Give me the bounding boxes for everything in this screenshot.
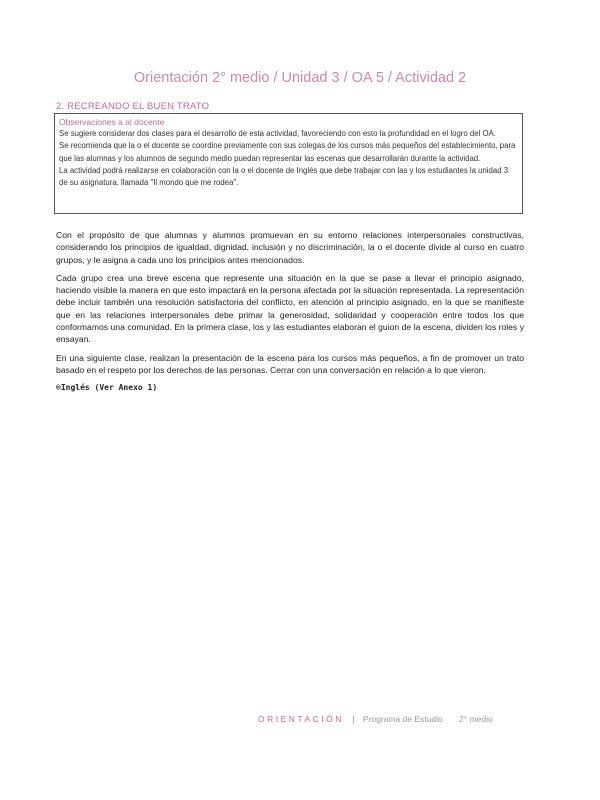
footer-subject: ORIENTACIÓN [258, 714, 344, 724]
body-paragraph: En una siguiente clase, realizan la presentación de la escena para los cursos más pequeños, a fin de promover un trato basado en el respeto por los derechos de las personas. Cerrar con una conversación en relación a lo que vieron. [56, 352, 524, 375]
footer-separator: | [352, 714, 355, 724]
footer-program: Programa de Estudio [362, 714, 443, 724]
observation-paragraph: Se recomienda que la o el docente se coordine previamente con sus colegas de los cursos más pequeños del establecimiento, para que las alumnas y los alumnos de segundo medio puedan representar las escenas que desarrollarán durante la actividad. [59, 141, 516, 163]
body-paragraph: Cada grupo crea una breve escena que represente una situación en la que se pase a llevar el principio asignado, haciendo visible la manera en que esto impactará en la persona afectada por la situación representada. La representación debe incluir también una resolución satisfactoria del conflicto, en atención al principio asignado, en la que se manifieste que en las relaciones interpersonales debe primar la generosidad, solidaridad y cooperación entre todos los que conformamos una comunidad. En la primera clase, los y las estudiantes elaboran el guion de la escena, dividen los roles y ensayan. [56, 272, 524, 345]
activity-body [56, 229, 524, 401]
body-paragraph: Con el propósito de que alumnas y alumnos promuevan en su entorno relaciones interpersonales constructivas, considerando los principios de igualdad, dignidad, inclusión y no discriminación, la o el docente divide al curso en cuatro grupos, y le asigna a cada uno los principios antes mencionados. [56, 230, 524, 265]
footer-grade: 2° medio [459, 714, 493, 724]
teacher-observations-box [54, 113, 523, 214]
observations-title: Observaciones a al docente [59, 117, 165, 127]
page-title: Orientación 2° medio / Unidad 3 / OA 5 / Actividad 2 [133, 70, 467, 86]
section-heading: 2. RECREANDO EL BUEN TRATO [56, 101, 210, 112]
annex-link[interactable]: ®Inglés (Ver Anexo 1) [56, 383, 158, 393]
observation-paragraph: Se sugiere considerar dos clases para el desarrollo de esta actividad, favoreciendo con esto la profundidad en el logro del OA. [59, 129, 496, 138]
page-footer [258, 714, 493, 724]
observation-paragraph: La actividad podrá realizarse en colaboración con la o el docente de Inglés que debe trabajar con las y los estudiantes la unidad 3 de su asignatura, llamada "Il mondo que me rodea". [59, 165, 509, 188]
